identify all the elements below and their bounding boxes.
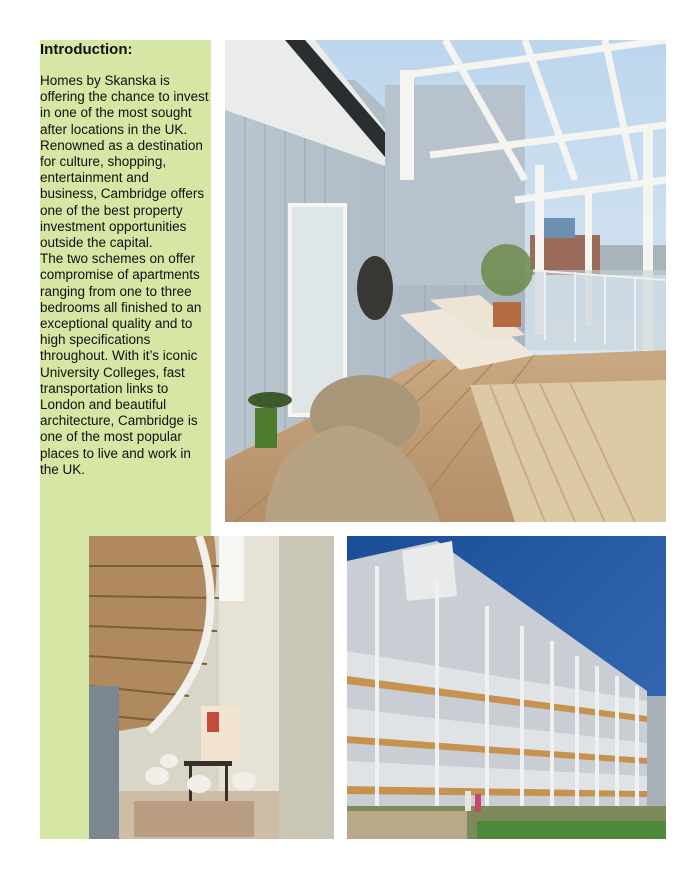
intro-paragraph-2: The two schemes on offer compromise of apartments ranging from one to three bedrooms all finished to an exceptional quality and to high specifications throughout. With it’s iconic University Colleges, fast transportation links to London and beautiful architecture, Cambridge is one of the most popular places to live and work in the UK. — [40, 251, 202, 477]
intro-heading: Introduction: — [40, 41, 133, 58]
intro-text-block — [40, 40, 211, 520]
intro-paragraph-1: Homes by Skanska is offering the chance to invest in one of the most sought after locations in the UK. Renowned as a destination for culture, shopping, entertainment and business, Cambridge offers one of the best property investment opportunities outside the capital. — [40, 73, 209, 251]
terrace-photo — [225, 40, 666, 522]
facade-photo — [347, 536, 666, 839]
interior-photo — [89, 536, 334, 839]
